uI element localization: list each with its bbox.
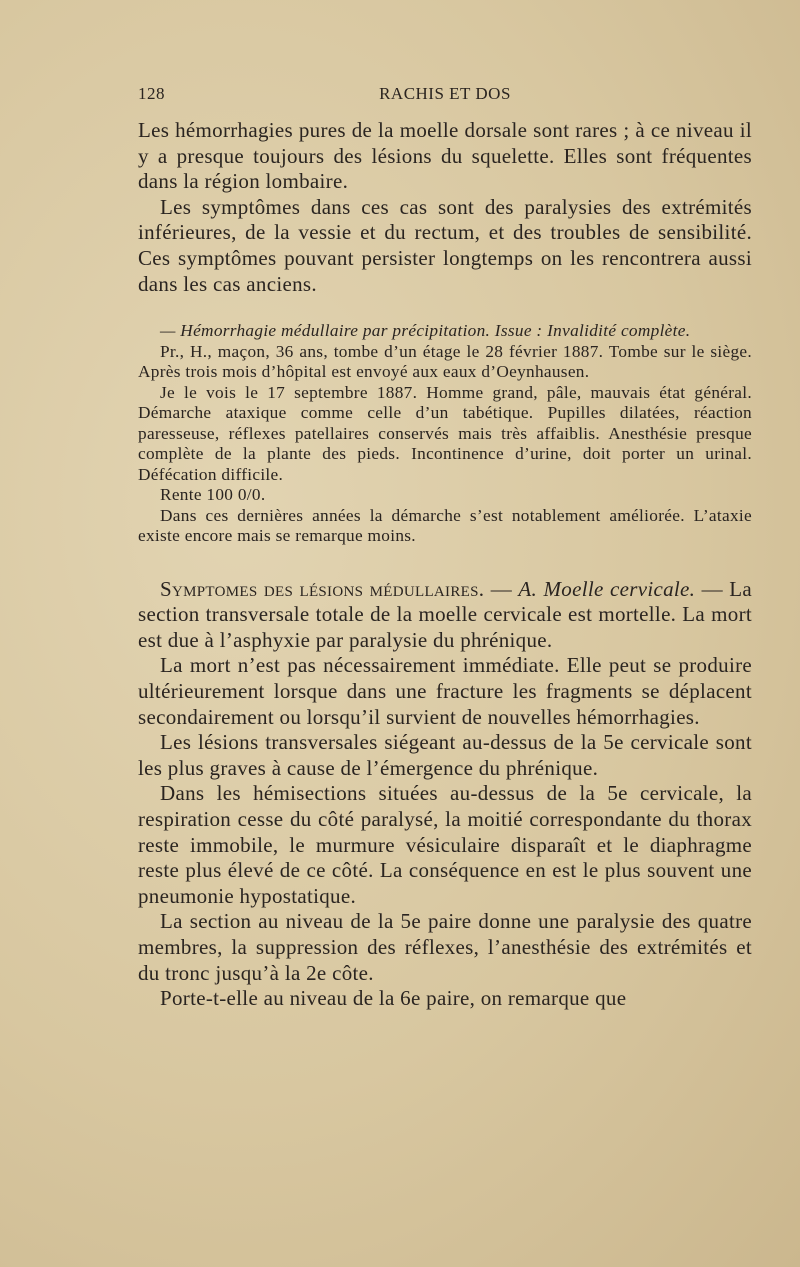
paragraph: Porte-t-elle au niveau de la 6e paire, on remarque que xyxy=(160,986,627,1011)
paragraph: Les symptômes dans ces cas sont des paralysies des extrémités inférieures, de la vessie et du rectum, et des troubles de sensibilité. Ces symptômes pouvant persister longtemps on les rencontrera aussi dans les cas anciens. xyxy=(138,194,752,296)
page-header xyxy=(138,84,752,114)
paragraph: La section au niveau de la 5e paire donne une paralysie des quatre membres, la suppression des réflexes, l’anesthésie des extrémités et du tronc jusqu’à la 2e côte. xyxy=(138,909,752,985)
case-paragraph: Rente 100 0/0. xyxy=(160,485,266,505)
body-text xyxy=(138,118,752,1012)
case-paragraph: Je le vois le 17 septembre 1887. Homme grand, pâle, mauvais état général. Démarche ataxique comme celle d’un tabétique. Pupilles dilatées, réaction paresseuse, réflexes patellaires conservés mais très affaiblis. Anesthésie presque complète de la plante des pieds. Incontinence d’urine, doit porter un urinal. Défécation difficile. xyxy=(138,382,752,484)
section-heading-paragraph: Symptomes des lésions médullaires. — A. Moelle cervicale. — La section transversale totale de la moelle cervicale est mortelle. La mort est due à l’asphyxie par paralysie du phrénique. xyxy=(138,576,753,652)
page-number: 128 xyxy=(138,84,165,103)
paragraph: La mort n’est pas nécessairement immédiate. Elle peut se produire ultérieurement lorsque dans une fracture les fragments se déplacent secondairement ou lorsqu’il survient de nouvelles hémorrhagies. xyxy=(138,653,752,729)
section xyxy=(138,577,752,1012)
case-heading: — Hémorrhagie médullaire par précipitation. Issue : Invalidité complète. xyxy=(160,321,691,341)
case-report xyxy=(138,321,752,547)
case-paragraph: Dans ces dernières années la démarche s’est notablement améliorée. L’ataxie existe encore mais se remarque moins. xyxy=(138,505,752,546)
paragraph: Les hémorrhagies pures de la moelle dorsale sont rares ; à ce niveau il y a presque toujours des lésions du squelette. Elles sont fréquentes dans la région lombaire. xyxy=(138,118,752,194)
paragraph: Dans les hémisections situées au-dessus de la 5e cervicale, la respiration cesse du côté paralysé, la moitié correspondante du thorax reste immobile, le murmure vésiculaire disparaît et le diaphragme reste plus élevé de ce côté. La conséquence en est le plus souvent une pneumonie hypostatique. xyxy=(138,781,752,908)
section-title: Symptomes des lésions médullaires. xyxy=(160,576,485,601)
running-title: RACHIS ET DOS xyxy=(379,84,511,103)
case-paragraph: Pr., H., maçon, 36 ans, tombe d’un étage le 28 février 1887. Tombe sur le siège. Après trois mois d’hôpital est envoyé aux eaux d’Oeynhausen. xyxy=(138,341,752,382)
section-subtitle: A. Moelle cervicale. xyxy=(518,576,696,601)
paragraph: Les lésions transversales siégeant au-dessus de la 5e cervicale sont les plus graves à cause de l’émergence du phrénique. xyxy=(138,730,752,780)
